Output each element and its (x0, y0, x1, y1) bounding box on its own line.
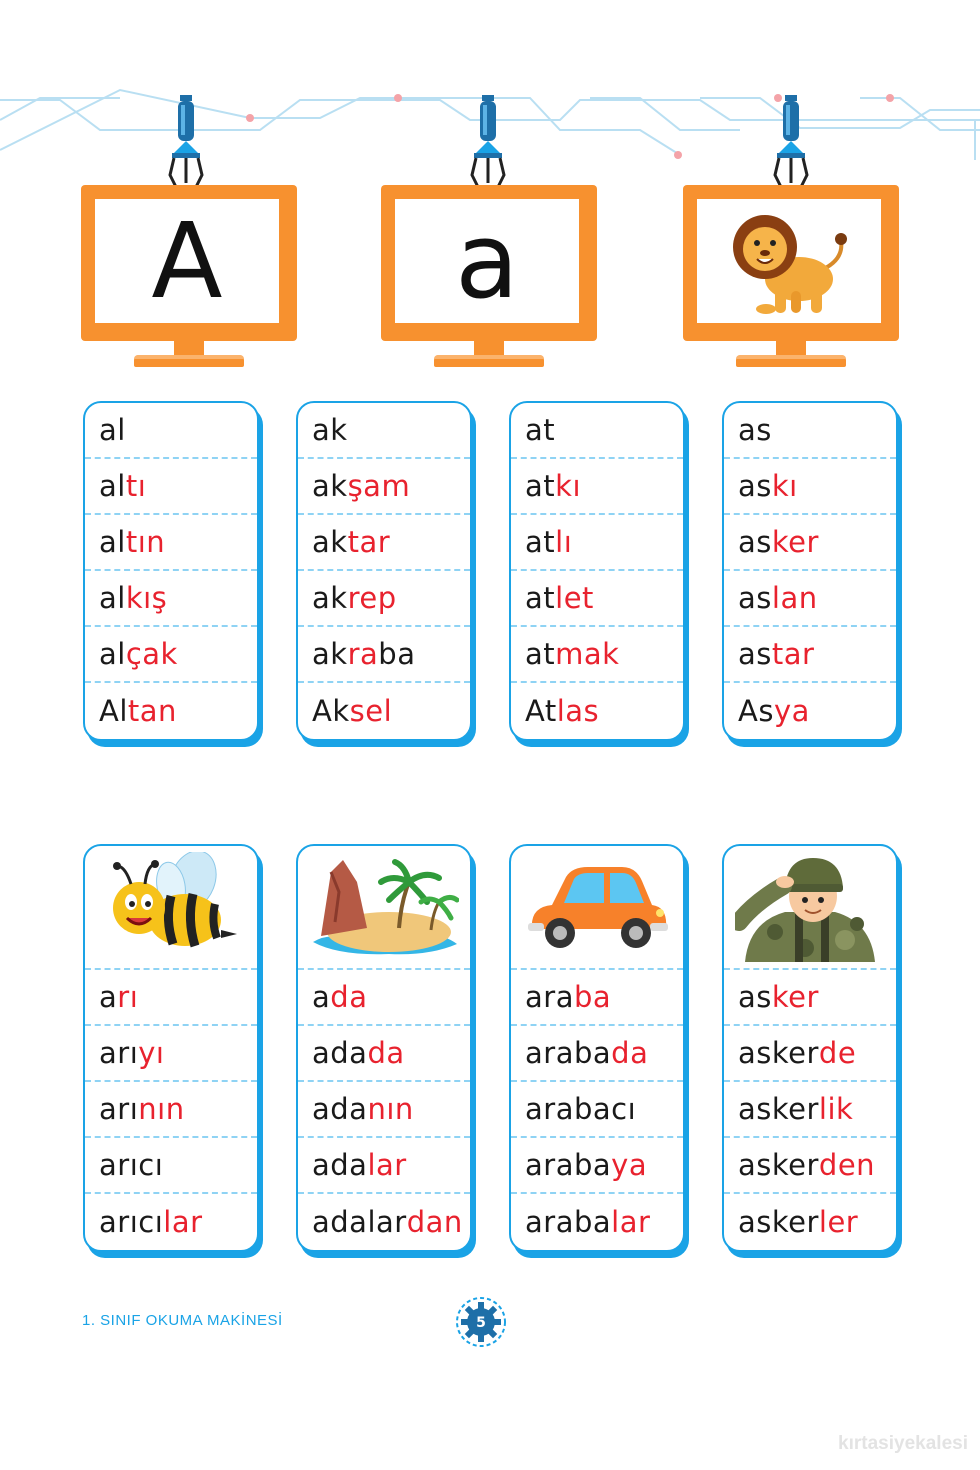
word-part: at (525, 469, 556, 503)
word-highlight: las (556, 694, 600, 728)
word-highlight: tar (771, 637, 815, 671)
word-part: a (99, 980, 118, 1014)
word-part: as (738, 413, 772, 447)
word-part: arı (99, 1036, 139, 1070)
word-part: al (99, 525, 126, 559)
word-highlight: rı (117, 980, 139, 1014)
word-row (85, 970, 257, 1026)
word-part: as (738, 525, 772, 559)
word-row (298, 1194, 470, 1250)
word-row (511, 683, 683, 739)
word-highlight: lan (771, 581, 818, 615)
bee-icon (96, 852, 246, 962)
word-highlight: ya (611, 1148, 648, 1182)
word-card (83, 401, 259, 741)
word-highlight: ker (771, 525, 819, 559)
word-part: asker (738, 1092, 819, 1126)
word-highlight: mak (555, 637, 620, 671)
word-part: as (738, 980, 772, 1014)
claw-icon (166, 95, 206, 195)
word-row (85, 515, 257, 571)
word-part: al (99, 413, 126, 447)
word-part: arıcı (99, 1148, 164, 1182)
word-row (724, 403, 896, 459)
car-icon (522, 852, 672, 962)
watermark: kırtasiyekalesi (838, 1433, 968, 1454)
word-highlight: şam (347, 469, 411, 503)
word-row (724, 627, 896, 683)
word-highlight: nın (367, 1092, 414, 1126)
word-row (511, 1026, 683, 1082)
word-highlight: nın (138, 1092, 185, 1126)
word-row (511, 403, 683, 459)
word-row (85, 1194, 257, 1250)
word-row (298, 571, 470, 627)
word-highlight: da (367, 1036, 405, 1070)
picture-word-card (296, 844, 472, 1252)
word-row (85, 1026, 257, 1082)
word-row (298, 459, 470, 515)
word-highlight: çak (125, 637, 178, 671)
word-highlight: dan (406, 1205, 463, 1239)
word-part: as (738, 469, 772, 503)
word-highlight: de (818, 1036, 857, 1070)
word-row (85, 571, 257, 627)
word-highlight: da (611, 1036, 649, 1070)
word-part: As (738, 694, 774, 728)
word-row (724, 459, 896, 515)
claw-icon (771, 95, 811, 195)
word-highlight: tan (127, 694, 177, 728)
word-row (298, 515, 470, 571)
word-part: ak (312, 525, 348, 559)
page-number-badge (455, 1296, 507, 1348)
word-part: a (312, 980, 331, 1014)
word-part: at (525, 525, 556, 559)
word-row (85, 627, 257, 683)
word-row (724, 1194, 896, 1250)
word-row (724, 1138, 896, 1194)
word-part: asker (738, 1036, 819, 1070)
word-highlight: lar (367, 1148, 407, 1182)
picture-word-card (509, 844, 685, 1252)
word-part: at (525, 413, 556, 447)
word-highlight: lar (611, 1205, 651, 1239)
word-card (296, 401, 472, 741)
word-part: as (738, 581, 772, 615)
word-part: araba (525, 1205, 612, 1239)
word-part: Al (99, 694, 128, 728)
word-part: ada (312, 1092, 368, 1126)
picture-word-card (83, 844, 259, 1252)
word-card (509, 401, 685, 741)
word-part: ba (378, 637, 416, 671)
book-title: 1. SINIF OKUMA MAKİNESİ (82, 1312, 283, 1329)
word-row (511, 970, 683, 1026)
word-part: al (99, 637, 126, 671)
word-part: at (525, 637, 556, 671)
lowercase-letter: a (455, 200, 519, 322)
word-row (85, 1082, 257, 1138)
word-row (724, 1082, 896, 1138)
word-part: at (525, 581, 556, 615)
word-part: al (99, 581, 126, 615)
word-part: ak (312, 469, 348, 503)
monitor-uppercase (81, 185, 297, 375)
word-row (724, 683, 896, 739)
word-row (298, 1026, 470, 1082)
word-part: arıcı (99, 1205, 164, 1239)
island-icon (309, 852, 459, 962)
word-row (511, 1082, 683, 1138)
word-part: asker (738, 1205, 819, 1239)
word-highlight: lar (163, 1205, 203, 1239)
word-highlight: ker (771, 980, 819, 1014)
word-highlight: lik (818, 1092, 854, 1126)
word-highlight: lı (555, 525, 573, 559)
word-row (298, 1138, 470, 1194)
word-card (722, 401, 898, 741)
word-row (298, 1082, 470, 1138)
word-highlight: let (555, 581, 594, 615)
word-highlight: ya (773, 694, 810, 728)
word-part: arı (99, 1092, 139, 1126)
word-highlight: kı (555, 469, 582, 503)
word-highlight: tı (125, 469, 147, 503)
word-highlight: kış (125, 581, 168, 615)
word-part: Ak (312, 694, 350, 728)
monitor-lowercase (381, 185, 597, 375)
picture-cell (724, 846, 896, 970)
word-part: al (99, 469, 126, 503)
page-number: 5 (476, 1315, 486, 1331)
picture-word-card (722, 844, 898, 1252)
word-row (85, 1138, 257, 1194)
word-row (511, 515, 683, 571)
word-part: araba (525, 1036, 612, 1070)
word-row (724, 515, 896, 571)
word-row (85, 683, 257, 739)
word-row (511, 1194, 683, 1250)
word-part: arabacı (525, 1092, 637, 1126)
word-row (298, 627, 470, 683)
word-part: asker (738, 1148, 819, 1182)
word-highlight: ba (573, 980, 612, 1014)
word-row (298, 403, 470, 459)
word-part: ada (312, 1036, 368, 1070)
word-part: ada (312, 1148, 368, 1182)
soldier-icon (735, 852, 885, 962)
word-row (511, 571, 683, 627)
lion-icon (719, 201, 859, 321)
word-highlight: kı (771, 469, 798, 503)
word-row (724, 970, 896, 1026)
picture-cell (85, 846, 257, 970)
word-row (724, 1026, 896, 1082)
word-part: ara (525, 980, 574, 1014)
word-highlight: ra (347, 637, 379, 671)
picture-cell (298, 846, 470, 970)
word-highlight: yı (138, 1036, 165, 1070)
uppercase-letter: A (151, 200, 223, 322)
word-part: adalar (312, 1205, 407, 1239)
word-highlight: ler (818, 1205, 859, 1239)
word-part: ak (312, 581, 348, 615)
word-row (85, 459, 257, 515)
picture-cell (511, 846, 683, 970)
word-highlight: da (330, 980, 368, 1014)
word-row (298, 683, 470, 739)
word-highlight: den (818, 1148, 876, 1182)
word-part: ak (312, 637, 348, 671)
word-part: as (738, 637, 772, 671)
word-highlight: sel (349, 694, 393, 728)
word-highlight: tar (347, 525, 391, 559)
word-row (724, 571, 896, 627)
word-highlight: tın (125, 525, 166, 559)
word-row (511, 627, 683, 683)
claw-icon (468, 95, 508, 195)
word-row (298, 970, 470, 1026)
word-row (85, 403, 257, 459)
word-part: araba (525, 1148, 612, 1182)
word-row (511, 1138, 683, 1194)
monitor-picture (683, 185, 899, 375)
word-part: ak (312, 413, 348, 447)
word-part: At (525, 694, 557, 728)
word-row (511, 459, 683, 515)
word-highlight: rep (347, 581, 397, 615)
